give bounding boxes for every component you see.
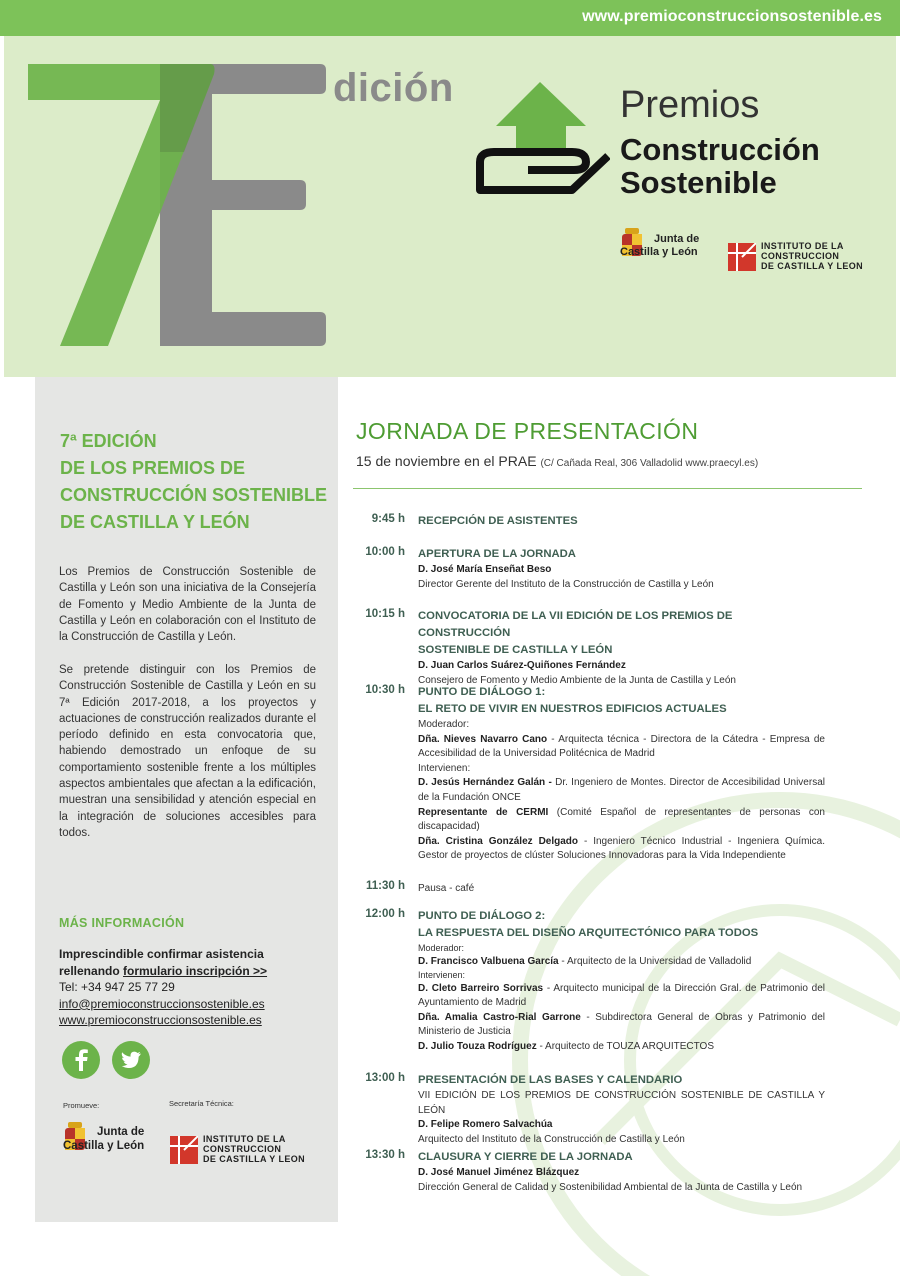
facebook-button[interactable] (62, 1041, 100, 1079)
contact-email-link[interactable]: info@premioconstruccionsostenible.es (59, 996, 265, 1011)
ictcl-sidebar-line-3: DE CASTILLA Y LEON (203, 1153, 306, 1164)
slot-title-line-2: SOSTENIBLE DE CASTILLA Y LEÓN (418, 644, 613, 656)
slot-title-line-1: PUNTO DE DIÁLOGO 1: (418, 686, 546, 698)
speaker-name: Dña. Amalia Castro-Rial Garrone (418, 1011, 581, 1023)
contact-phone: Tel: +34 947 25 77 29 (59, 980, 175, 995)
speaker-entry (418, 1011, 825, 1040)
slot-time: 10:00 h (365, 546, 405, 558)
speaker-desc: (Comité Español de representantes de personas con discapacidad) (418, 806, 825, 833)
slot-title: PRESENTACIÓN DE LAS BASES Y CALENDARIO (418, 1074, 683, 1086)
moderator-name: D. Francisco Valbuena García (418, 955, 559, 967)
moderator-entry (418, 955, 825, 970)
speaker-desc: Dr. Ingeniero de Montes. Director de Accesibilidad Universal de la Fundación ONCE (418, 777, 825, 803)
speaker-entry (418, 776, 825, 805)
speaker-desc: - Arquitecto municipal de la Dirección Gral. de Patrimonio del Ayuntamiento de Madrid (418, 982, 825, 1009)
speaker-role: Consejero de Fomento y Medio Ambiente de la Junta de Castilla y León (418, 674, 736, 686)
moderator-label: Moderador: (418, 719, 470, 730)
ictcl-logo-sidebar (170, 1135, 305, 1165)
speaker-name: D. Felipe Romero Salvachúa (418, 1119, 553, 1131)
slot-title: RECEPCIÓN DE ASISTENTES (418, 515, 578, 527)
hero-left-edge (0, 36, 4, 377)
brand-title (620, 86, 820, 198)
twitter-button[interactable] (112, 1041, 150, 1079)
speaker-entry (418, 1040, 825, 1055)
speaker-name: D. Juan Carlos Suárez-Quiñones Fernández (418, 660, 626, 671)
speaker-entry (418, 806, 825, 835)
moderator-entry (418, 733, 825, 762)
speaker-name: D. Julio Touza Rodríguez (418, 1040, 537, 1052)
more-info-heading: MÁS INFORMACIÓN (59, 916, 185, 930)
jcyl-sidebar-line-2: Castilla y León (63, 1139, 145, 1152)
sidebar-paragraph-2: Se pretende distinguir con los Premios de Construcción Sostenible de Castilla y León en su 7ª Edición 2017-2018, a los proyectos y actuaciones de construcción realizados durante el período definido en esta convocatoria que, habiendo demostrado un enfoque de su comportamiento sostenible frente a los múltiples aspectos ambientales que afectan a la edificación, muestran una sensibilidad y atención especial en la integración de soluciones accesibles para todos. (59, 664, 316, 839)
promueve-label: Promueve: (63, 1101, 100, 1110)
agenda-date (356, 453, 758, 469)
ictcl-mark-icon (728, 243, 756, 271)
speaker-name: D. José Manuel Jiménez Blázquez (418, 1167, 580, 1178)
header-site-url[interactable]: www.premioconstruccionsostenible.es (582, 8, 882, 25)
edition-7e-logo (20, 60, 340, 360)
slot-title-line-1: PUNTO DE DIÁLOGO 2: (418, 910, 546, 922)
sidebar-paragraph-1: Los Premios de Construcción Sostenible de Castilla y León son una iniciativa de la Consejería de Fomento y Medio Ambiente de la Junta de Castilla y León en colaboración con el Instituto de la Construcción de Castilla y León. (59, 566, 316, 644)
slot-time: 9:45 h (371, 513, 405, 525)
sidebar-title (60, 428, 330, 536)
speaker-desc: - Ingeniero Técnico Industrial - Ingeniera Química. Gestor de proyectos de clúster Soluciones Innovadoras para la Vida Independiente (418, 835, 825, 862)
speaker-role: Arquitecto del Instituto de la Construcción de Castilla y León (418, 1133, 685, 1145)
speaker-entry (418, 982, 825, 1011)
jcyl-logo-header (620, 228, 699, 258)
speaker-name: D. José María Enseñat Beso (418, 564, 552, 575)
speakers-label: Intervienen: (418, 762, 471, 774)
brand-line-1: Premios (620, 84, 760, 126)
top-bar (0, 0, 900, 36)
speakers-label: Intervienen: (418, 970, 466, 981)
ictcl-logo-header (728, 242, 863, 272)
ictcl-line-2: CONSTRUCCION (761, 250, 840, 261)
edition-word: dición (333, 66, 454, 110)
slot-time: 11:30 h (366, 880, 405, 892)
moderator-desc: - Arquitecta técnica - Directora de la Cátedra - Empresa de Accesibilidad de la Universidad Politécnica de Madrid (418, 733, 825, 760)
registration-form-link[interactable]: formulario inscripción >> (123, 963, 268, 978)
sidebar-title-line-4: DE CASTILLA Y LEÓN (60, 512, 250, 532)
agenda-title: JORNADA DE PRESENTACIÓN (356, 418, 699, 444)
speaker-role: Director Gerente del Instituto de la Construcción de Castilla y León (418, 578, 714, 590)
slot-subtitle: VII EDICIÓN DE LOS PREMIOS DE CONSTRUCCIÓN SOSTENIBLE DE CASTILLA Y LEÓN (418, 1090, 825, 1116)
slot-time: 13:00 h (365, 1072, 405, 1084)
slot-title-line-2: EL RETO DE VIVIR EN NUESTROS EDIFICIOS ACTUALES (418, 703, 727, 715)
twitter-icon (112, 1041, 150, 1079)
slot-title: CLAUSURA Y CIERRE DE LA JORNADA (418, 1151, 633, 1163)
speaker-role: Dirección General de Calidad y Sostenibilidad Ambiental de la Junta de Castilla y León (418, 1181, 803, 1193)
jcyl-logo-sidebar (63, 1122, 144, 1152)
slot-time: 12:00 h (365, 908, 405, 920)
house-hand-icon (476, 82, 610, 204)
brand-line-3: Sostenible (620, 165, 777, 200)
ictcl-sidebar-line-1: INSTITUTO DE LA (203, 1134, 286, 1144)
ictcl-line-1: INSTITUTO DE LA (761, 241, 844, 251)
moderator-label: Moderador: (418, 943, 465, 953)
slot-title-line-1: CONVOCATORIA DE LA VII EDICIÓN DE LOS PREMIOS DE CONSTRUCCIÓN (418, 610, 733, 639)
sidebar-title-line-3: CONSTRUCCIÓN SOSTENIBLE (60, 485, 328, 505)
jcyl-line-1: Junta de (654, 233, 700, 245)
secretaria-label: Secretaría Técnica: (169, 1099, 234, 1108)
moderator-desc: - Arquitecto de la Universidad de Valladolid (558, 955, 752, 967)
agenda-divider (353, 488, 862, 489)
agenda-date-text: 15 de noviembre en el PRAE (356, 453, 537, 469)
sidebar-title-line-1: 7ª EDICIÓN (60, 431, 157, 451)
jcyl-sidebar-line-1: Junta de (97, 1126, 145, 1138)
slot-title-line-2: LA RESPUESTA DEL DISEÑO ARQUITECTÓNICO PARA TODOS (418, 927, 759, 939)
speaker-desc: - Arquitecto de TOUZA ARQUITECTOS (536, 1040, 714, 1052)
speaker-name: Representante de CERMI (418, 806, 549, 818)
contact-form-prefix: rellenando (59, 963, 124, 978)
jcyl-line-2: Castilla y León (620, 246, 698, 258)
speaker-name: D. Jesús Hernández Galán - (418, 777, 552, 789)
speaker-name: D. Cleto Barreiro Sorrivas (418, 982, 544, 994)
ictcl-line-3: DE CASTILLA Y LEON (761, 260, 864, 271)
slot-time: 13:30 h (365, 1149, 405, 1161)
contact-form-line (59, 963, 267, 980)
slot-title: APERTURA DE LA JORNADA (418, 548, 576, 560)
break-text: Pausa - café (418, 883, 475, 894)
sidebar-title-line-2: DE LOS PREMIOS DE (60, 458, 246, 478)
ictcl-sidebar-line-2: CONSTRUCCION (203, 1143, 282, 1154)
agenda-address: (C/ Cañada Real, 306 Valladolid www.praecyl.es) (540, 458, 759, 469)
speaker-name: Dña. Cristina González Delgado (418, 835, 579, 847)
facebook-icon (62, 1041, 100, 1079)
ictcl-mark-icon (170, 1136, 198, 1164)
contact-website-link[interactable]: www.premioconstruccionsostenible.es (59, 1013, 262, 1028)
brand-line-2: Construcción (620, 132, 820, 167)
contact-confirm-line: Imprescindible confirmar asistencia (59, 947, 264, 961)
slot-time: 10:30 h (365, 684, 405, 696)
speaker-desc: - Subdirectora General de Obras y Patrimonio del Ministerio de Justicia (418, 1011, 825, 1038)
hero-right-edge (896, 36, 900, 377)
moderator-name: Dña. Nieves Navarro Cano (418, 733, 548, 745)
contact-block (59, 946, 267, 1029)
slot-time: 10:15 h (365, 608, 405, 620)
speaker-entry (418, 835, 825, 864)
